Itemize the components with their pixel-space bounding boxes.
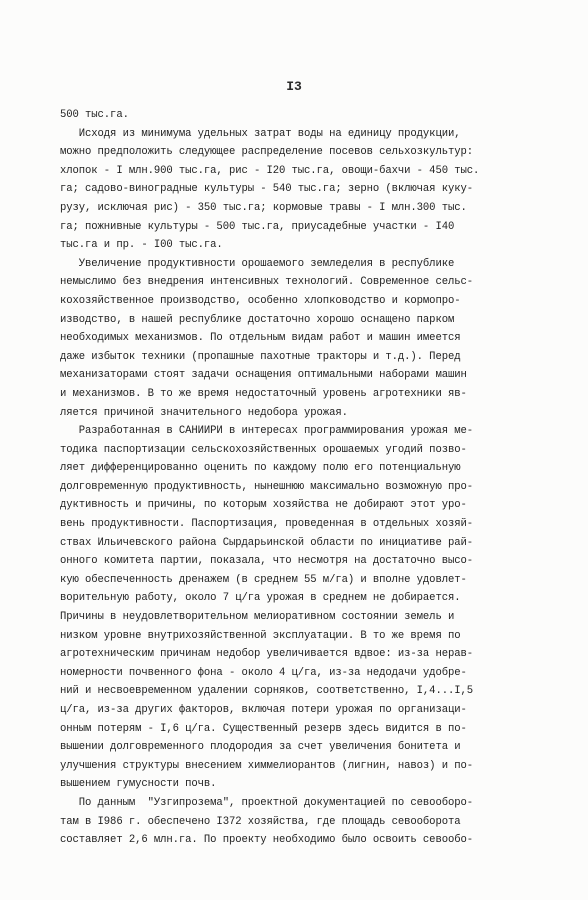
text-line: дуктивность и причины, по которым хозяйства не добирают этот уро-	[60, 499, 467, 512]
text-line: кую обеспеченность дренажем (в среднем 55 м/га) и вполне удовлет-	[60, 573, 467, 586]
text-line: рузу, исключая рис) - 350 тыс.га; кормовые травы - I млн.300 тыс.	[60, 201, 467, 214]
text-line: агротехническим причинам недобор увеличивается вдвое: из-за нерав-	[60, 648, 473, 661]
text-line: тыс.га и пр. - I00 тыс.га.	[60, 239, 223, 252]
text-line: га; пожнивные культуры - 500 тыс.га, приусадебные участки - I40	[60, 220, 455, 233]
text-line: вышении долговременного плодородия за счет увеличения бонитета и	[60, 741, 461, 754]
text-line: Разработанная в САНИИРИ в интересах программирования урожая ме-	[60, 425, 473, 438]
text-line: кохозяйственное производство, особенно хлопководство и кормопро-	[60, 294, 461, 307]
text-line: онным потерям - I,6 ц/га. Существенный резерв здесь видится в по-	[60, 722, 467, 735]
text-line: 500 тыс.га.	[60, 109, 129, 121]
text-line: можно предположить следующее распределение посевов сельхозкультур:	[60, 146, 473, 159]
text-line: ляется причиной значительного недобора урожая.	[60, 406, 348, 419]
page-number: I3	[286, 79, 302, 94]
text-line: ствах Ильичевского района Сырдарьинской области по инициативе рай-	[60, 536, 473, 549]
text-line: механизаторами стоят задачи оснащения оптимальными наборами машин	[60, 369, 467, 382]
text-line: и механизмов. В то же время недостаточный уровень агротехники яв-	[60, 387, 467, 400]
text-line: там в I986 г. обеспечено I372 хозяйства, где площадь севооборота	[60, 815, 461, 828]
text-line: ворительную работу, около 7 ц/га урожая в среднем не добирается.	[60, 592, 461, 605]
text-line: долговременную продуктивность, нынешнюю максимально возможную про-	[60, 480, 473, 493]
text-line: тодика паспортизации сельскохозяйственных орошаемых угодий позво-	[60, 443, 467, 456]
text-line: изводство, в нашей республике достаточно хорошо оснащено парком	[60, 313, 455, 326]
text-line: вышением гумусности почв.	[60, 778, 217, 791]
body-text	[60, 106, 530, 850]
text-line: вень продуктивности. Паспортизация, проведенная в отдельных хозяй-	[60, 518, 473, 531]
text-line: ц/га, из-за других факторов, включая потери урожая по организаци-	[60, 704, 467, 716]
text-line: Исходя из минимума удельных затрат воды на единицу продукции,	[60, 127, 461, 140]
text-line: онного комитета партии, показала, что несмотря на достаточно высо-	[60, 555, 473, 568]
text-line: необходимых механизмов. По отдельным видам работ и машин имеется	[60, 332, 461, 345]
text-line: По данным "Узгипрозема", проектной документацией по севооборо-	[60, 796, 473, 809]
text-line: хлопок - I млн.900 тыс.га, рис - I20 тыс.га, овощи-бахчи - 450 тыс.	[60, 164, 480, 177]
text-line: га; садово-виноградные культуры - 540 тыс.га; зерно (включая куку-	[60, 183, 473, 196]
text-line: немыслимо без внедрения интенсивных технологий. Современное сельс-	[60, 276, 473, 289]
text-line: даже избыток техники (пропашные пахотные тракторы и т.д.). Перед	[60, 350, 461, 363]
text-line: ний и несвоевременном удалении сорняков, соответственно, I,4...I,5	[60, 685, 473, 698]
text-line: Причины в неудовлетворительном мелиоративном состоянии земель и	[60, 611, 455, 624]
text-line: улучшения структуры внесением химмелиорантов (лигнин, навоз) и по-	[60, 759, 473, 772]
text-line: номерности почвенного фона - около 4 ц/га, из-за недодачи удобре-	[60, 666, 467, 679]
text-line: низком уровне внутрихозяйственной эксплуатации. В то же время по	[60, 629, 461, 642]
text-line: Увеличение продуктивности орошаемого земледелия в республике	[60, 257, 455, 270]
text-line: ляет дифференцированно оценить по каждому полю его потенциальную	[60, 462, 461, 475]
text-line: составляет 2,6 млн.га. По проекту необходимо было освоить севообо-	[60, 834, 473, 847]
